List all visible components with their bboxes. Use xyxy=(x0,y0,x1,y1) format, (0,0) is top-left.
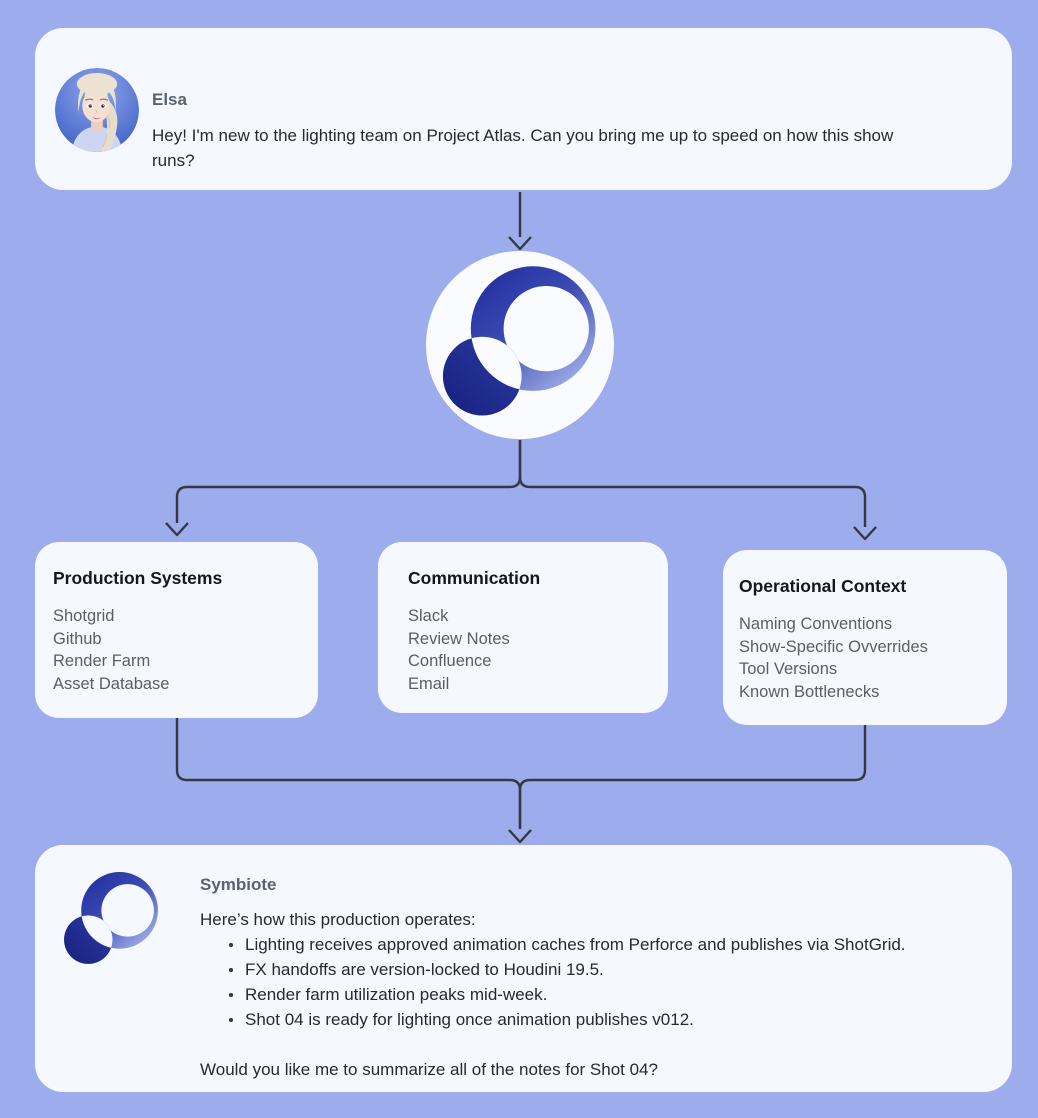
branch-communication xyxy=(378,542,668,713)
branch-item: Email xyxy=(408,674,450,693)
branch-title: Operational Context xyxy=(739,576,907,596)
agent-outro: Would you like me to summarize all of the notes for Shot 04? xyxy=(200,1060,658,1079)
agent-message-body xyxy=(200,907,982,1082)
arrowhead-down-icon xyxy=(509,830,531,842)
branch-item: Review Notes xyxy=(408,629,510,648)
line-right-branch-to-join xyxy=(520,725,865,829)
arrowhead-down-icon xyxy=(854,527,876,539)
arrowhead-down-icon xyxy=(166,523,188,535)
branch-item-list xyxy=(739,613,993,703)
agent-bullet: Shot 04 is ready for lighting once animation publishes v012. xyxy=(200,1007,982,1032)
arrowhead-down-icon xyxy=(509,237,531,249)
agent-message-card xyxy=(35,845,1012,1092)
elsa-avatar xyxy=(55,68,139,152)
branch-title: Communication xyxy=(408,568,541,588)
user-message-text: Hey! I'm new to the lighting team on Project Atlas. Can you bring me up to speed on how this show runs? xyxy=(152,126,894,170)
elsa-avatar-illustration xyxy=(55,68,139,152)
branch-item: Show-Specific Ovverrides xyxy=(739,637,928,656)
line-left-branch-to-join xyxy=(177,718,520,829)
branch-item: Known Bottlenecks xyxy=(739,682,880,701)
agent-bullet: FX handoffs are version-locked to Houdini 19.5. xyxy=(200,957,982,982)
branch-item: Asset Database xyxy=(53,674,170,693)
arrow-hub-to-left-branch xyxy=(177,440,520,523)
symbiote-hub-badge xyxy=(426,251,614,439)
branch-item: Confluence xyxy=(408,652,492,670)
user-name: Elsa xyxy=(152,90,187,109)
branch-item: Render Farm xyxy=(53,652,151,670)
branch-production-systems xyxy=(35,542,318,718)
symbiote-logo-icon xyxy=(438,263,602,427)
branch-item-list xyxy=(53,605,302,695)
branch-item: Shotgrid xyxy=(53,607,115,625)
user-message-card xyxy=(35,28,1012,190)
branch-item: Tool Versions xyxy=(739,660,838,678)
branch-item: Github xyxy=(53,629,102,648)
arrow-hub-to-right-branch xyxy=(520,440,865,527)
symbiote-logo-icon xyxy=(61,870,162,971)
agent-name: Symbiote xyxy=(200,875,277,894)
symbiote-logo-illustration xyxy=(61,870,162,971)
branch-item: Slack xyxy=(408,607,449,625)
branch-title: Production Systems xyxy=(53,568,223,588)
agent-bullet-list xyxy=(200,932,982,1032)
branch-operational-context xyxy=(723,550,1007,725)
agent-bullet: Render farm utilization peaks mid-week. xyxy=(200,982,982,1007)
agent-intro: Here’s how this production operates: xyxy=(200,910,476,929)
branch-item: Naming Conventions xyxy=(739,615,893,633)
agent-bullet: Lighting receives approved animation caches from Perforce and publishes via ShotGrid. xyxy=(200,932,982,957)
branch-item-list xyxy=(408,605,652,695)
